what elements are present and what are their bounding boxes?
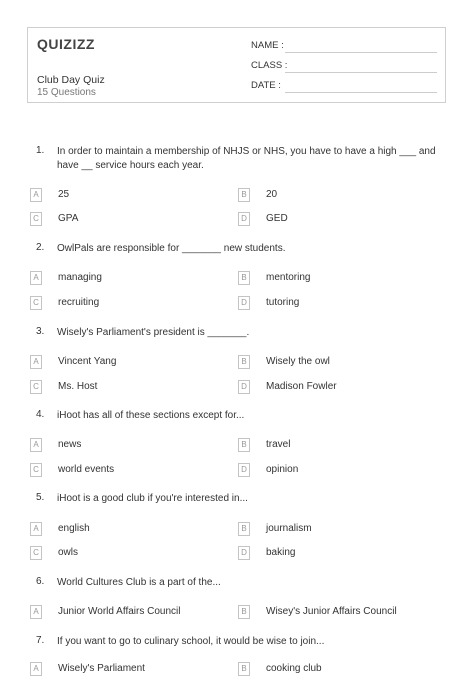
option-text: Vincent Yang xyxy=(58,356,117,367)
option-text: world events xyxy=(58,464,115,475)
option-text: Wisely the owl xyxy=(266,356,330,367)
option-c[interactable] xyxy=(30,296,230,310)
option-letter: B xyxy=(238,662,250,676)
option-a[interactable] xyxy=(30,438,230,452)
question-number: 3. xyxy=(36,326,45,337)
option-b[interactable] xyxy=(238,438,438,452)
option-text: Madison Fowler xyxy=(266,381,337,392)
option-b[interactable] xyxy=(238,522,438,536)
option-letter: D xyxy=(238,380,250,394)
option-b[interactable] xyxy=(238,188,438,202)
option-text: recruiting xyxy=(58,297,100,308)
option-a[interactable] xyxy=(30,605,230,619)
worksheet-header xyxy=(27,27,446,103)
option-text: baking xyxy=(266,547,296,558)
option-text: Junior World Affairs Council xyxy=(58,606,181,617)
option-letter: A xyxy=(30,355,42,369)
option-letter: A xyxy=(30,605,42,619)
class-line xyxy=(285,72,437,73)
option-letter: D xyxy=(238,212,250,226)
date-label: DATE : xyxy=(251,80,281,91)
option-letter: B xyxy=(238,188,250,202)
question-text: World Cultures Club is a part of the... xyxy=(57,577,221,588)
option-letter: D xyxy=(238,296,250,310)
question-text: Wisely's Parliament's president is _______. xyxy=(57,327,250,338)
option-text: travel xyxy=(266,439,291,450)
option-c[interactable] xyxy=(30,463,230,477)
option-letter: C xyxy=(30,546,42,560)
option-text: managing xyxy=(58,272,102,283)
option-b[interactable] xyxy=(238,271,438,285)
question-number: 4. xyxy=(36,409,45,420)
name-field[interactable] xyxy=(251,40,441,54)
option-d[interactable] xyxy=(238,463,438,477)
option-d[interactable] xyxy=(238,380,438,394)
question-text: If you want to go to culinary school, it would be wise to join... xyxy=(57,636,325,647)
question-number: 1. xyxy=(36,145,45,156)
option-c[interactable] xyxy=(30,212,230,226)
option-letter: A xyxy=(30,438,42,452)
option-b[interactable] xyxy=(238,605,438,619)
question-text: OwlPals are responsible for _______ new students. xyxy=(57,243,286,254)
option-letter: C xyxy=(30,296,42,310)
option-letter: B xyxy=(238,522,250,536)
option-text: Wisely's Parliament xyxy=(58,663,145,674)
option-letter: A xyxy=(30,662,42,676)
option-text: Ms. Host xyxy=(58,381,98,392)
question-number: 6. xyxy=(36,576,45,587)
question-text: iHoot is a good club if you're interested in... xyxy=(57,493,248,504)
option-c[interactable] xyxy=(30,380,230,394)
option-letter: A xyxy=(30,271,42,285)
option-letter: C xyxy=(30,463,42,477)
option-a[interactable] xyxy=(30,271,230,285)
name-label: NAME : xyxy=(251,40,284,51)
option-c[interactable] xyxy=(30,546,230,560)
option-a[interactable] xyxy=(30,355,230,369)
option-letter: C xyxy=(30,380,42,394)
option-letter: A xyxy=(30,522,42,536)
class-label: CLASS : xyxy=(251,60,288,71)
option-d[interactable] xyxy=(238,546,438,560)
option-a[interactable] xyxy=(30,522,230,536)
date-line xyxy=(285,92,437,93)
option-text: mentoring xyxy=(266,272,311,283)
option-letter: D xyxy=(238,546,250,560)
question-number: 5. xyxy=(36,492,45,503)
quiz-title: Club Day Quiz xyxy=(37,74,105,86)
option-text: journalism xyxy=(266,523,312,534)
option-text: GED xyxy=(266,213,288,224)
question-number: 2. xyxy=(36,242,45,253)
question-number: 7. xyxy=(36,635,45,646)
date-field[interactable] xyxy=(251,80,441,94)
option-d[interactable] xyxy=(238,296,438,310)
option-letter: B xyxy=(238,605,250,619)
name-line xyxy=(285,52,437,53)
quizizz-logo: QUIZIZZ xyxy=(37,36,95,52)
option-letter: B xyxy=(238,438,250,452)
class-field[interactable] xyxy=(251,60,441,74)
option-b[interactable] xyxy=(238,355,438,369)
option-text: tutoring xyxy=(266,297,300,308)
question-count: 15 Questions xyxy=(37,87,96,98)
option-text: cooking club xyxy=(266,663,322,674)
option-b[interactable] xyxy=(238,662,438,676)
option-letter: B xyxy=(238,271,250,285)
option-letter: D xyxy=(238,463,250,477)
option-text: opinion xyxy=(266,464,299,475)
option-a[interactable] xyxy=(30,188,230,202)
option-text: 20 xyxy=(266,189,278,200)
option-text: 25 xyxy=(58,189,70,200)
option-text: GPA xyxy=(58,213,79,224)
option-text: english xyxy=(58,523,90,534)
option-d[interactable] xyxy=(238,212,438,226)
option-text: owls xyxy=(58,547,79,558)
option-text: news xyxy=(58,439,82,450)
option-a[interactable] xyxy=(30,662,230,676)
option-letter: A xyxy=(30,188,42,202)
question-text: In order to maintain a membership of NHJS or NHS, you have to have a high ___ and have __ service hours each year. xyxy=(57,146,436,171)
option-text: Wisey's Junior Affairs Council xyxy=(266,606,397,617)
option-letter: B xyxy=(238,355,250,369)
option-letter: C xyxy=(30,212,42,226)
question-text: iHoot has all of these sections except for... xyxy=(57,410,245,421)
